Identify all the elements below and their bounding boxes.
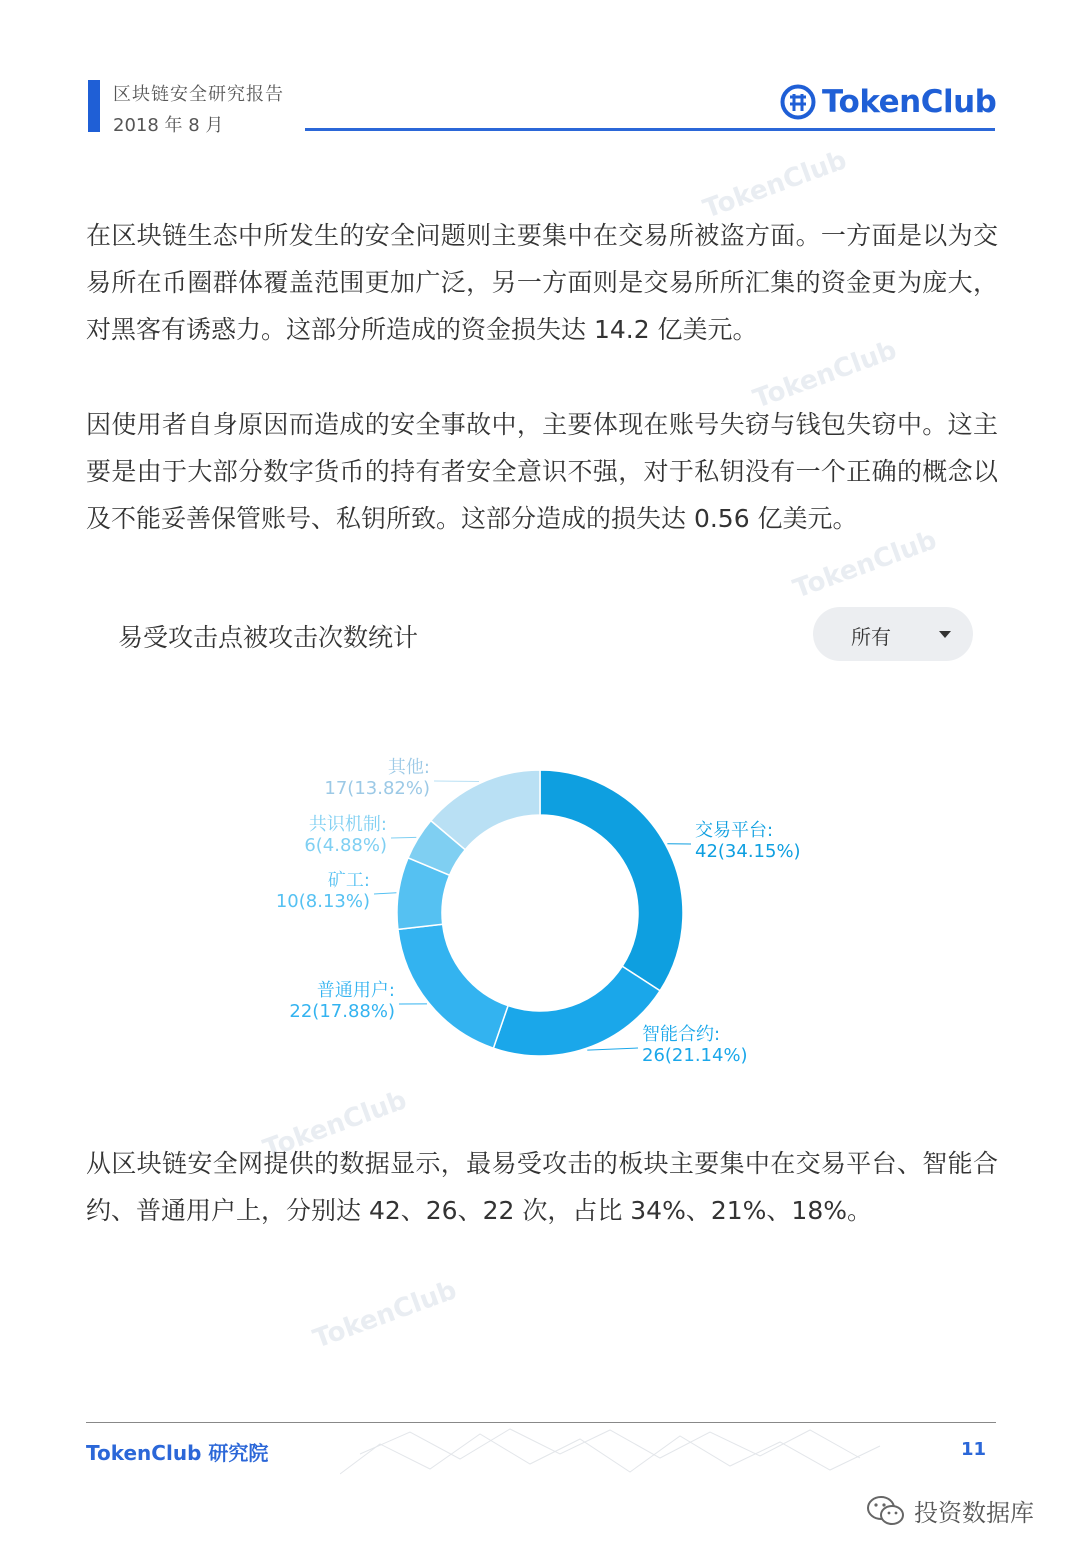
slice-leader-line xyxy=(391,837,416,838)
watermark: TokenClub xyxy=(699,145,851,225)
slice-label: 矿工: xyxy=(327,870,370,891)
slice-leader-line xyxy=(587,1048,638,1050)
watermark: TokenClub xyxy=(789,525,941,605)
slice-leader-line xyxy=(374,893,396,894)
tokenclub-logo xyxy=(780,82,996,122)
slice-value-label: 22(17.88%) xyxy=(289,1001,395,1022)
header-accent-bar xyxy=(88,80,100,132)
filter-dropdown[interactable] xyxy=(813,607,973,661)
slice-label: 智能合约: xyxy=(642,1024,721,1045)
watermark: TokenClub xyxy=(259,1085,411,1165)
wechat-watermark xyxy=(866,1493,1034,1528)
donut-chart xyxy=(240,740,840,1080)
donut-slice xyxy=(398,924,508,1048)
slice-label: 共识机制: xyxy=(308,814,387,835)
wechat-account-name: 投资数据库 xyxy=(914,1499,1034,1527)
paragraph-conclusion: 从区块链安全网提供的数据显示，最易受攻击的板块主要集中在交易平台、智能合约、普通用户上，分别达 42、26、22 次，占比 34%、21%、18%。 xyxy=(86,1149,998,1225)
report-date: 2018 年 8 月 xyxy=(113,115,224,136)
chart-title: 易受攻击点被攻击次数统计 xyxy=(118,623,419,652)
paragraph-exchange-theft: 在区块链生态中所发生的安全问题则主要集中在交易所被盗方面。一方面是以为交易所在币圈群体覆盖范围更加广泛，另一方面则是交易所所汇集的资金更为庞大，对黑客有诱惑力。这部分所造成的资金损失达 14.2 亿美元。 xyxy=(86,221,998,344)
watermark: TokenClub xyxy=(749,335,901,415)
network-decoration-icon xyxy=(340,1424,900,1479)
header-divider xyxy=(305,128,995,131)
tokenclub-logo-icon xyxy=(780,84,816,120)
slice-value-label: 6(4.88%) xyxy=(304,835,387,856)
donut-slice xyxy=(540,770,683,991)
slice-value-label: 17(13.82%) xyxy=(324,778,430,799)
slice-label: 交易平台: xyxy=(695,820,774,841)
donut-slice xyxy=(493,966,660,1056)
report-title: 区块链安全研究报告 xyxy=(113,84,284,105)
watermark: TokenClub xyxy=(309,1275,461,1355)
slice-value-label: 42(34.15%) xyxy=(695,841,801,862)
wechat-icon xyxy=(866,1494,906,1528)
footer-divider xyxy=(86,1422,996,1423)
slice-label: 其他: xyxy=(387,757,430,778)
slice-value-label: 10(8.13%) xyxy=(275,891,370,912)
slice-value-label: 26(21.14%) xyxy=(642,1045,748,1066)
logo-text: TokenClub xyxy=(822,84,997,120)
filter-dropdown-value: 所有 xyxy=(851,625,891,649)
page-number: 11 xyxy=(961,1439,987,1460)
footer-org-name: TokenClub 研究院 xyxy=(86,1441,269,1465)
chevron-down-icon xyxy=(939,631,951,638)
paragraph-user-incidents: 因使用者自身原因而造成的安全事故中，主要体现在账号失窃与钱包失窃中。这主要是由于大部分数字货币的持有者安全意识不强，对于私钥没有一个正确的概念以及不能妥善保管账号、私钥所致。这部分造成的损失达 0.56 亿美元。 xyxy=(86,410,998,533)
slice-label: 普通用户: xyxy=(316,980,395,1001)
